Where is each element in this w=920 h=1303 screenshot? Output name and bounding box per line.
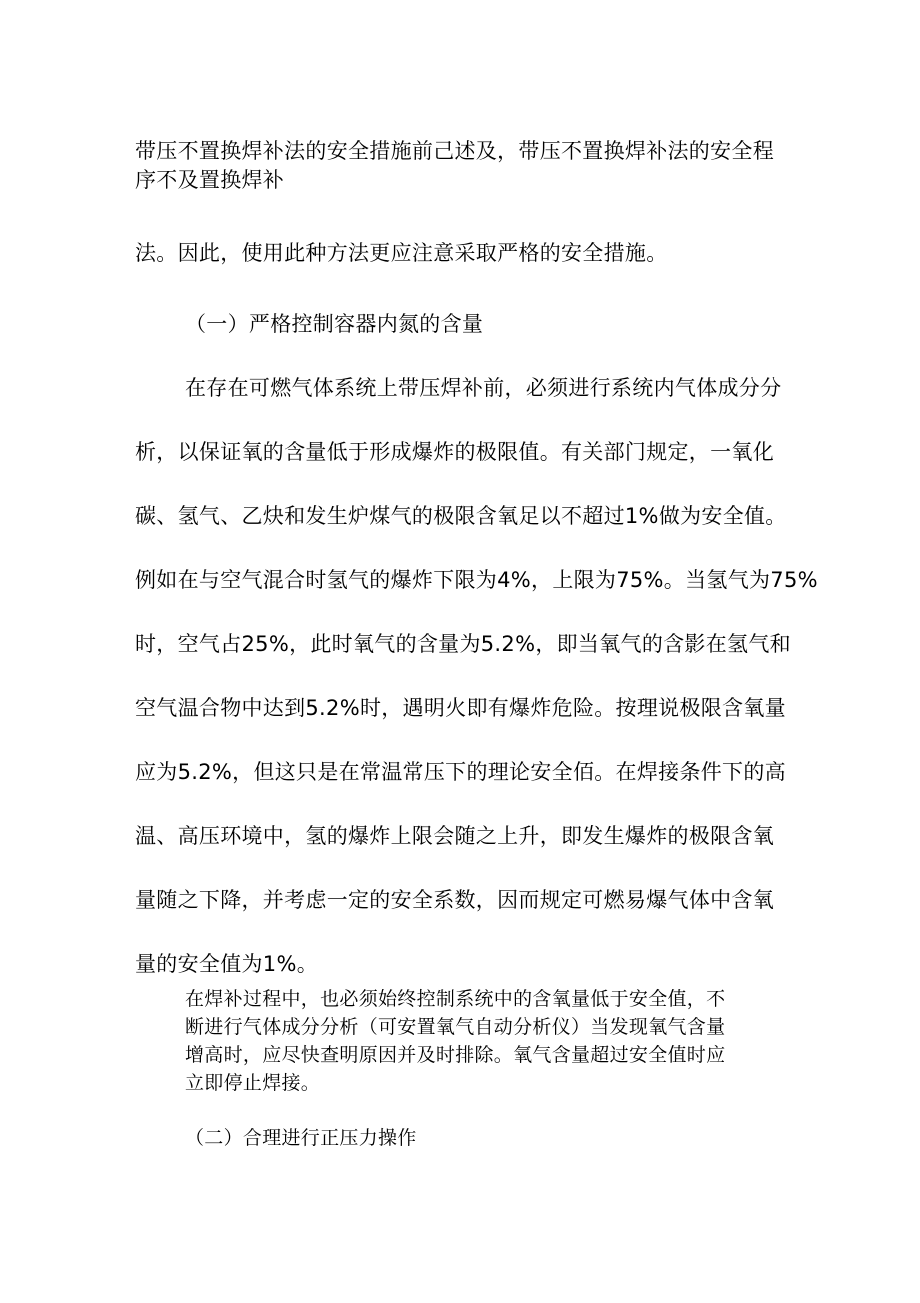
paragraph-line: 带压不置换焊补法的安全措施前己述及，带压不置换焊补法的安全程 [135,139,774,163]
paragraph-line: 例如在与空气混合时氢气的爆炸下限为4%，上限为75%。当氢气为75% [135,568,818,592]
section-heading: （二）合理进行正压力操作 [185,1127,417,1149]
paragraph-line: 空气温合物中达到5.2%时，遇明火即有爆炸危险。按理说极限含氧量 [135,696,786,720]
paragraph-line: 温、高压环境中，氢的爆炸上限会随之上升，即发生爆炸的极限含氧 [135,824,774,848]
section-heading: （一）严格控制容器内氮的含量 [185,312,484,336]
paragraph-line: 立即停止焊接。 [185,1072,321,1094]
paragraph-line: 在存在可燃气体系统上带压焊补前，必须进行系统内气体成分分 [185,376,782,400]
paragraph-line: 在焊补过程中，也必须始终控制系统中的含氧量低于安全值，不 [185,988,726,1010]
paragraph-line: 增高时，应尽快查明原因并及时排除。氧气含量超过安全值时应 [185,1044,726,1066]
paragraph-line: 量的安全值为1%。 [135,952,319,976]
paragraph-line: 碳、氢气、乙炔和发生炉煤气的极限含氧足以不超过1%做为安全值。 [135,504,787,528]
paragraph-line: 应为5.2%，但这只是在常温常压下的理论安全佰。在焊接条件下的高 [135,760,786,784]
paragraph-line: 序不及置换焊补 [135,168,285,192]
paragraph-line: 量随之下降，并考虑一定的安全系数，因而规定可燃易爆气体中含氧 [135,888,774,912]
paragraph-line: 时，空气占25%，此时氧气的含量为5.2%，即当氧气的含影在氢气和 [135,632,791,656]
paragraph-line: 断进行气体成分分析（可安置氧气自动分析仪）当发现氧气含量 [185,1016,726,1038]
paragraph-line: 析，以保证氧的含量低于形成爆炸的极限值。有关部门规定，一氧化 [135,440,774,464]
paragraph-line: 法。因此，使用此种方法更应注意采取严格的安全措施。 [135,241,668,265]
